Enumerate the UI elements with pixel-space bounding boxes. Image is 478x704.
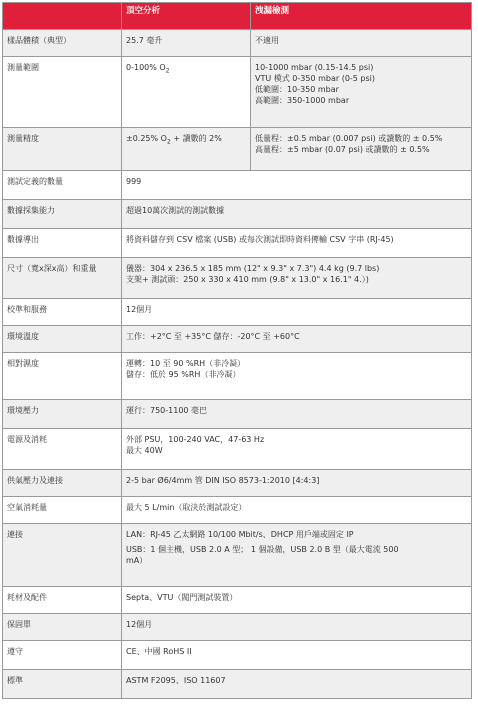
row-label: 樣品體積（典型） xyxy=(3,30,122,56)
header-headspace: 頂空分析 xyxy=(122,3,251,29)
row-value xyxy=(122,353,471,399)
accuracy-text: ±0.25% O xyxy=(126,134,167,143)
row-value: CE、中國 RoHS II xyxy=(126,647,192,656)
row-label: 耗材及配件 xyxy=(3,587,122,613)
leak-accuracy-line: 高量程：±5 mbar (0.07 psi) 或讀數的 ± 0.5% xyxy=(255,145,430,154)
headspace-value: 25.7 毫升 xyxy=(122,30,251,56)
leak-accuracy-line: 低量程：±0.5 mbar (0.007 psi) 或讀數的 ± 0.5% xyxy=(255,134,443,143)
table-row-warranty xyxy=(3,613,471,640)
row-label: 校準和服務 xyxy=(3,299,122,325)
row-label: 測量精度 xyxy=(3,128,122,170)
headspace-value xyxy=(122,57,251,127)
power-line: 最大 40W xyxy=(126,446,163,455)
row-value xyxy=(122,524,471,586)
row-label: 連接 xyxy=(3,524,122,586)
row-label: 保固單 xyxy=(3,614,122,640)
headspace-range-text: 0-100% O xyxy=(126,63,166,72)
leak-range-line: 10-1000 mbar (0.15-14.5 psi) xyxy=(255,63,374,72)
row-value xyxy=(122,258,471,298)
table-row-air-consumption xyxy=(3,496,471,523)
row-label: 標準 xyxy=(3,670,122,698)
table-header xyxy=(3,3,471,29)
row-value: ASTM F2095、ISO 11607 xyxy=(126,676,226,685)
spec-table xyxy=(2,2,472,699)
row-value: 將資料儲存到 CSV 檔案 (USB) 或每次測試即時資料傳輸 CSV 字串 (RJ-45) xyxy=(126,235,394,244)
row-label: 空氣消耗量 xyxy=(3,497,122,523)
row-label: 數據採集能力 xyxy=(3,200,122,228)
humidity-line: 運轉：10 至 90 %RH（非冷凝） xyxy=(126,359,246,368)
leak-range-line: 低範圍：10-350 mbar xyxy=(255,85,339,94)
connection-line: LAN：RJ-45 乙太網路 10/100 Mbit/s、DHCP 用戶端或固定 IP xyxy=(126,530,354,539)
subscript: 2 xyxy=(166,138,171,146)
row-label: 電源及消耗 xyxy=(3,429,122,469)
table-row-consumables xyxy=(3,586,471,613)
power-line: 外部 PSU，100-240 VAC，47-63 Hz xyxy=(126,435,265,444)
table-row-test-count xyxy=(3,170,471,199)
table-row-data-capacity xyxy=(3,199,471,228)
leak-value xyxy=(251,128,471,170)
header-empty-cell xyxy=(3,3,122,29)
subscript: 2 xyxy=(165,67,170,75)
table-row-measure-accuracy xyxy=(3,127,471,170)
row-label: 測量範圍 xyxy=(3,57,122,127)
leak-range-line: 高範圍：350-1000 mbar xyxy=(255,96,350,105)
table-row-gas-supply xyxy=(3,469,471,496)
table-row-connection xyxy=(3,523,471,586)
row-label: 環境壓力 xyxy=(3,400,122,428)
leak-range-line: VTU 模式 0-350 mbar (0-5 psi) xyxy=(255,74,376,83)
row-value: 最大 5 L/min（取決於測試設定） xyxy=(126,503,247,512)
connection-line: USB：1 個主機，USB 2.0 A 型； 1 個設備，USB 2.0 B 型（最大電流 500 xyxy=(126,545,399,554)
dimension-line: 支架+ 測試頭：250 x 330 x 410 mm (9.8" x 13.0" x 16.1" 4.）) xyxy=(126,275,369,284)
header-leak-detection: 洩漏檢測 xyxy=(255,6,290,16)
row-label: 供氣壓力及連接 xyxy=(3,470,122,496)
row-value: 超過10萬次測試的測試數據 xyxy=(126,206,225,215)
table-row-ambient-temp xyxy=(3,325,471,352)
table-row-calibration xyxy=(3,298,471,325)
table-row-dimensions xyxy=(3,257,471,298)
row-value: 12個月 xyxy=(126,305,153,314)
row-value xyxy=(122,429,471,469)
table-row-pressure xyxy=(3,399,471,428)
connection-line: mA） xyxy=(126,556,148,565)
row-label: 尺寸（寬x深x高）和重量 xyxy=(3,258,122,298)
humidity-line: 儲存：低於 95 %RH（非冷凝） xyxy=(126,370,241,379)
table-row-compliance xyxy=(3,640,471,669)
row-label: 測試定義的數量 xyxy=(3,171,122,199)
row-label: 環境溫度 xyxy=(3,326,122,352)
row-label: 相對濕度 xyxy=(3,353,122,399)
leak-value xyxy=(251,57,471,127)
row-value: 12個月 xyxy=(126,620,153,629)
row-label: 遵守 xyxy=(3,641,122,669)
accuracy-text-post: + 讀數的 2% xyxy=(170,134,222,143)
table-row-sample-volume xyxy=(3,29,471,56)
table-row-data-export xyxy=(3,228,471,257)
row-value: Septa、VTU（閥門測試裝置） xyxy=(126,593,238,602)
row-value: 運行：750-1100 毫巴 xyxy=(126,406,208,415)
dimension-line: 儀器：304 x 236.5 x 185 mm (12" x 9.3" x 7.3") 4.4 kg (9.7 lbs) xyxy=(126,264,380,273)
row-value: 工作：+2°C 至 +35°C 儲存：-20°C 至 +60°C xyxy=(126,332,300,341)
leak-value: 不適用 xyxy=(255,36,279,45)
row-label: 數據導出 xyxy=(3,229,122,257)
row-value: 999 xyxy=(126,177,142,186)
table-row-standards xyxy=(3,669,471,698)
row-value: 2-5 bar Ø6/4mm 管 DIN ISO 8573-1:2010 [4:4:3] xyxy=(126,476,320,485)
table-row-measure-range xyxy=(3,56,471,127)
headspace-value xyxy=(122,128,251,170)
table-row-humidity xyxy=(3,352,471,399)
table-row-power xyxy=(3,428,471,469)
